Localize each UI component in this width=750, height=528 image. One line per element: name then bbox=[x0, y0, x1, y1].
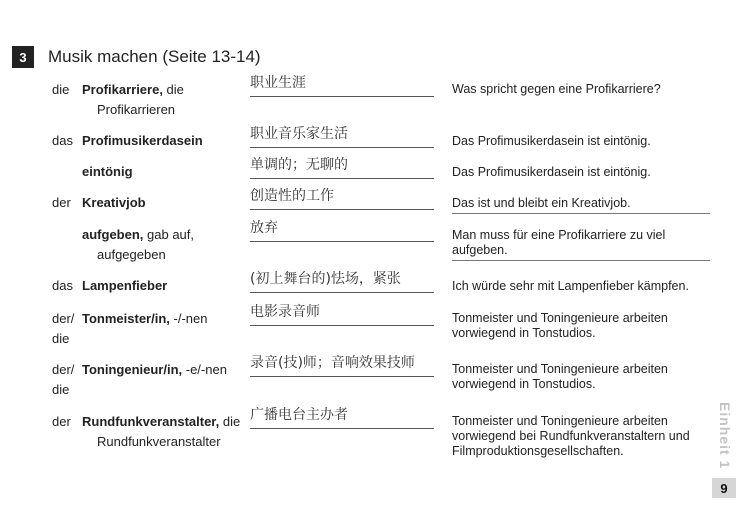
term bbox=[82, 412, 250, 452]
example-sentence: Das ist und bleibt ein Kreativjob. bbox=[452, 196, 710, 214]
term-word: aufgeben, bbox=[82, 227, 144, 242]
term-plural: Rundfunkveranstalter bbox=[97, 434, 221, 449]
term-word: Tonmeister/in, bbox=[82, 311, 170, 326]
term-rest: die bbox=[219, 414, 241, 429]
section-header bbox=[12, 46, 261, 68]
example-sentence: Tonmeister und Toningenieure arbeiten vorwiegend bei Rundfunkveranstaltern und Filmproduktionsgesellschaften. bbox=[452, 414, 690, 458]
section-title: Musik machen (Seite 13-14) bbox=[48, 47, 261, 66]
translation-field[interactable]: 录音(技)师；音响效果技师 bbox=[250, 354, 434, 377]
term bbox=[82, 131, 250, 151]
unit-label: Einheit 1 bbox=[717, 402, 733, 470]
translation-field[interactable]: 电影录音师 bbox=[250, 303, 434, 326]
translation-field[interactable]: 职业生涯 bbox=[250, 74, 434, 97]
example-sentence: Man muss für eine Profikarriere zu viel aufgeben. bbox=[452, 228, 710, 261]
example-sentence: Tonmeister und Toningenieure arbeiten vorwiegend in Tonstudios. bbox=[452, 311, 668, 340]
term-rest: -/-nen bbox=[169, 311, 208, 326]
term bbox=[82, 193, 250, 213]
page-number: 9 bbox=[712, 478, 736, 498]
translation-field[interactable]: 创造性的工作 bbox=[250, 187, 434, 210]
term-word: Lampenfieber bbox=[82, 278, 168, 293]
article: das bbox=[52, 278, 73, 293]
term-plural: Profikarrieren bbox=[97, 102, 176, 117]
translation-field[interactable]: 职业音乐家生活 bbox=[250, 125, 434, 148]
article: der bbox=[52, 195, 71, 210]
example-sentence: Ich würde sehr mit Lampenfieber kämpfen. bbox=[452, 279, 689, 293]
article-2: die bbox=[52, 382, 70, 397]
article: die bbox=[52, 82, 70, 97]
term-word: eintönig bbox=[82, 164, 133, 179]
translation-field[interactable]: 放弃 bbox=[250, 219, 434, 242]
translation-field[interactable]: 广播电台主办者 bbox=[250, 406, 434, 429]
term-word: Kreativjob bbox=[82, 195, 146, 210]
section-number: 3 bbox=[12, 46, 34, 68]
example-sentence: Was spricht gegen eine Profikarriere? bbox=[452, 82, 661, 96]
translation-field[interactable]: (初上舞台的)怯场，紧张 bbox=[250, 270, 434, 293]
article: der/ bbox=[52, 311, 75, 326]
example-sentence: Das Profimusikerdasein ist eintönig. bbox=[452, 165, 651, 179]
translation-field[interactable]: 单调的；无聊的 bbox=[250, 156, 434, 179]
term-word: Rundfunkveranstalter, bbox=[82, 414, 220, 429]
example-sentence: Das Profimusikerdasein ist eintönig. bbox=[452, 134, 651, 148]
term bbox=[82, 225, 250, 265]
article: das bbox=[52, 133, 73, 148]
term bbox=[82, 80, 250, 120]
term-word: Profikarriere, bbox=[82, 82, 163, 97]
term-rest: die bbox=[162, 82, 184, 97]
term bbox=[82, 360, 250, 380]
article-2: die bbox=[52, 331, 70, 346]
term bbox=[82, 162, 250, 182]
term-participle: aufgegeben bbox=[97, 247, 166, 262]
term-word: Profimusikerdasein bbox=[82, 133, 203, 148]
term-rest: gab auf, bbox=[143, 227, 195, 242]
term bbox=[82, 309, 250, 329]
term bbox=[82, 276, 250, 296]
article: der/ bbox=[52, 362, 75, 377]
term-word: Toningenieur/in, bbox=[82, 362, 183, 377]
article: der bbox=[52, 414, 71, 429]
example-sentence: Tonmeister und Toningenieure arbeiten vorwiegend in Tonstudios. bbox=[452, 362, 668, 391]
term-rest: -e/-nen bbox=[182, 362, 227, 377]
